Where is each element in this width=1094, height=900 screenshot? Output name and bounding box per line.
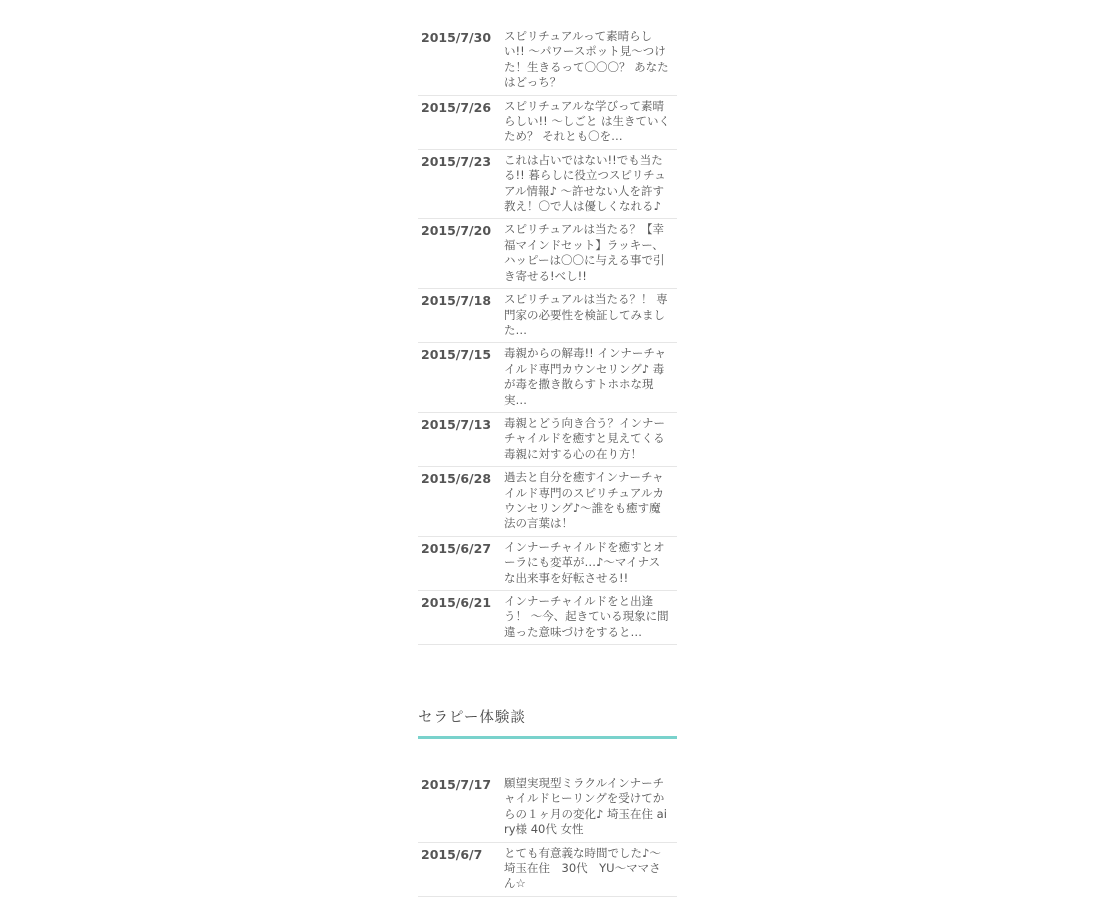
- list-item[interactable]: [418, 26, 677, 96]
- post-date: 2015/7/13: [421, 416, 492, 432]
- post-link[interactable]: 過去と自分を癒すインナーチャイルド専門のスピリチュアルカウンセリング♪～誰をも癒す魔法の言葉は！: [504, 470, 664, 531]
- post-date: 2015/7/18: [421, 293, 492, 309]
- post-link[interactable]: インナーチャイルドを癒すとオーラにも変革が…♪～マイナスな出来事を好転させる!!: [504, 539, 665, 585]
- therapy-posts-widget: [418, 773, 677, 897]
- post-date: 2015/6/27: [421, 540, 492, 556]
- post-date: 2015/6/21: [421, 595, 492, 610]
- post-link[interactable]: スピリチュアルな学びって素晴らしい!! ～しごと は生きていくため？ それとも〇を…: [504, 98, 671, 144]
- list-item[interactable]: [418, 413, 677, 467]
- list-item[interactable]: [418, 150, 677, 220]
- list-item[interactable]: [418, 591, 677, 644]
- list-item[interactable]: [418, 467, 677, 537]
- post-link[interactable]: 毒親からの解毒!! インナーチャイルド専門カウンセリング♪ 毒が毒を撒き散らすトホホな現実…: [504, 346, 667, 407]
- list-item[interactable]: [418, 96, 677, 150]
- section-heading: セラピー体験談: [418, 706, 677, 739]
- post-date: 2015/7/15: [421, 347, 492, 363]
- post-link[interactable]: とても有意義な時間でした♪～埼玉在住 30代 YU～ママさん☆: [504, 845, 661, 891]
- therapy-posts-list: [418, 773, 677, 897]
- post-date: 2015/7/17: [421, 777, 492, 792]
- post-link[interactable]: スピリチュアルは当たる？【幸福マインドセット】ラッキー、ハッピーは〇〇に与える事で引き寄せる!べし!!: [504, 222, 665, 283]
- recent-posts-list: [418, 26, 677, 645]
- therapy-section-header: [418, 706, 677, 739]
- list-item[interactable]: [418, 219, 677, 289]
- post-link[interactable]: インナーチャイルドをと出逢う！ ～今、起きている現象に間違った意味づけをすると…: [504, 594, 669, 639]
- post-link[interactable]: 毒親とどう向き合う？インナーチャイルドを癒すと見えてくる毒親に対する心の在り方！: [504, 415, 665, 461]
- list-item[interactable]: [418, 289, 677, 343]
- list-item[interactable]: [418, 343, 677, 413]
- list-item[interactable]: [418, 773, 677, 843]
- post-link[interactable]: スピリチュアルは当たる？！ 専門家の必要性を検証してみました…: [504, 292, 668, 337]
- list-item[interactable]: [418, 537, 677, 591]
- list-item[interactable]: [418, 843, 677, 896]
- post-date: 2015/7/30: [421, 30, 492, 45]
- post-date: 2015/7/26: [421, 99, 492, 115]
- post-date: 2015/7/23: [421, 153, 492, 169]
- post-link[interactable]: スピリチュアルって素晴らしい!! ～パワースポット見～つけた！生きるって〇〇〇？ あなたはどっち？: [504, 29, 669, 90]
- post-date: 2015/6/28: [421, 471, 492, 487]
- post-date: 2015/7/20: [421, 223, 492, 239]
- post-link[interactable]: 願望実現型ミラクルインナーチャイルドヒーリングを受けてからの１ヶ月の変化♪ 埼玉在住 airy様 40代 女性: [504, 776, 667, 837]
- recent-posts-widget: [418, 26, 677, 645]
- post-date: 2015/6/7: [421, 846, 483, 862]
- post-link[interactable]: これは占いではない!!でも当たる!! 暮らしに役立つスピリチュアル情報♪ ～許せない人を許す教え！〇で人は優しくなれる♪: [504, 152, 666, 214]
